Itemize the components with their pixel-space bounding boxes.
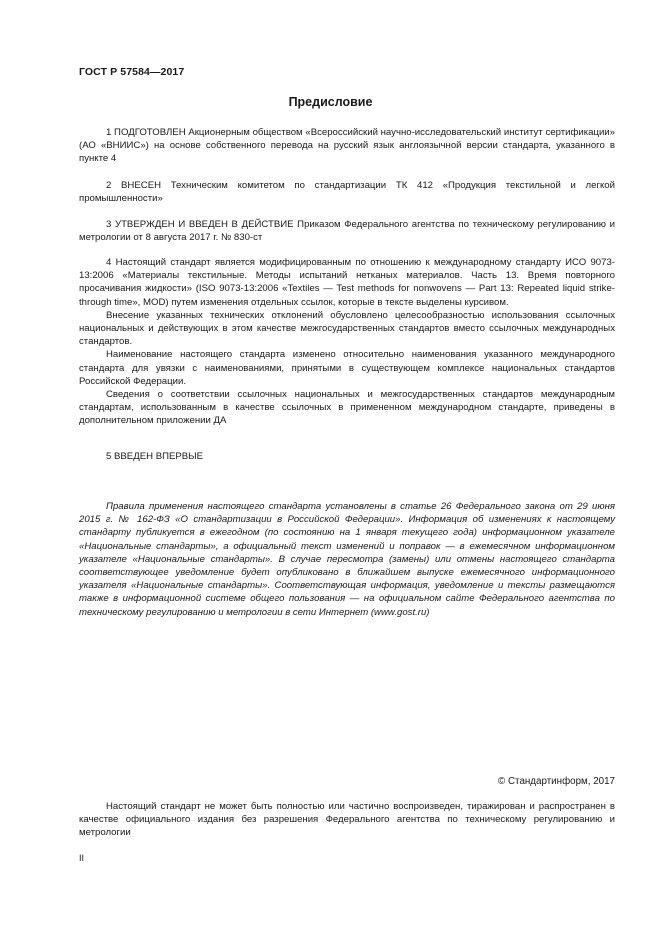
item-2-text: 2 ВНЕСЕН Техническим комитетом по стандартизации ТК 412 «Продукция текстильной и легкой промышленности»	[79, 180, 615, 205]
item-5-text: 5 ВВЕДЕН ВПЕРВЫЕ	[106, 451, 204, 462]
item-3	[79, 218, 615, 244]
reproduction-notice	[79, 800, 615, 840]
item-1-text: 1 ПОДГОТОВЛЕН Акционерным обществом «Всероссийский научно-исследовательский институт сертификации» (АО «ВНИИС») на основе собственного перевода на русский язык англоязычной версии стандарта, указанного в пункте 4	[79, 127, 615, 165]
item-5	[79, 450, 615, 463]
copyright: © Стандартинформ, 2017	[498, 776, 615, 787]
item-4-paragraph-3: Сведения о соответствии ссылочных национальных и межгосударственных стандартов международным стандартам, использованным в качестве ссылочных в примененном международном стандарте, приведены в дополнительном приложении ДА	[79, 389, 615, 427]
usage-rules-notice	[79, 500, 615, 619]
page-title: Предисловие	[288, 95, 373, 109]
item-4	[79, 256, 615, 428]
standard-code: ГОСТ Р 57584—2017	[79, 66, 185, 78]
usage-rules-text: Правила применения настоящего стандарта установлены в статье 26 Федерального закона от 29 июня 2015 г. № 162-ФЗ «О стандартизации в Российской Федерации». Информация об изменениях к настоящему стандарту публикуется в ежегодном (по состоянию на 1 января текущего года) информационном указателе «Национальные стандарты», а официальный текст изменений и поправок — в ежемесячном информационном указателе «Национальные стандарты». В случае пересмотра (замены) или отмены настоящего стандарта соответствующее уведомление будет опубликовано в ближайшем выпуске ежемесячного информационного указателя «Национальные стандарты». Соответствующая информация, уведомление и тексты размещаются также в информационной системе общего пользования — на официальном сайте Федерального агентства по техническому регулированию и метрологии в сети Интернет (www.gost.ru)	[79, 501, 615, 618]
page-number: II	[79, 853, 85, 863]
item-3-text: 3 УТВЕРЖДЕН И ВВЕДЕН В ДЕЙСТВИЕ Приказом Федерального агентства по техническому регулированию и метрологии от 8 августа 2017 г. № 830-ст	[79, 219, 615, 244]
item-1	[79, 126, 615, 166]
item-4-text: 4 Настоящий стандарт является модифицированным по отношению к международному стандарту ИСО 9073-13:2006 «Материалы текстильные. Методы испытаний нетканых материалов. Часть 13. Время повторного просачивания жидкости» (ISO 9073-13:2006 «Textiles — Test methods for nonwovens — Part 13: Repeated liquid strike-through time», MOD) путем изменения отдельных ссылок, которые в тексте выделены курсивом.	[79, 257, 615, 308]
item-2	[79, 179, 615, 205]
item-4-paragraph-2: Наименование настоящего стандарта изменено относительно наименования указанного международного стандарта для увязки с наименованиями, принятыми в существующем комплексе национальных стандартов Российской Федерации.	[79, 349, 615, 387]
reproduction-notice-text: Настоящий стандарт не может быть полностью или частично воспроизведен, тиражирован и распространен в качестве официального издания без разрешения Федерального агентства по техническому регулированию и метрологии	[79, 801, 615, 839]
item-4-paragraph-1: Внесение указанных технических отклонений обусловлено целесообразностью использования ссылочных национальных и действующих в этом качестве межгосударственных стандартов вместо ссылочных международных стандартов.	[79, 309, 615, 348]
